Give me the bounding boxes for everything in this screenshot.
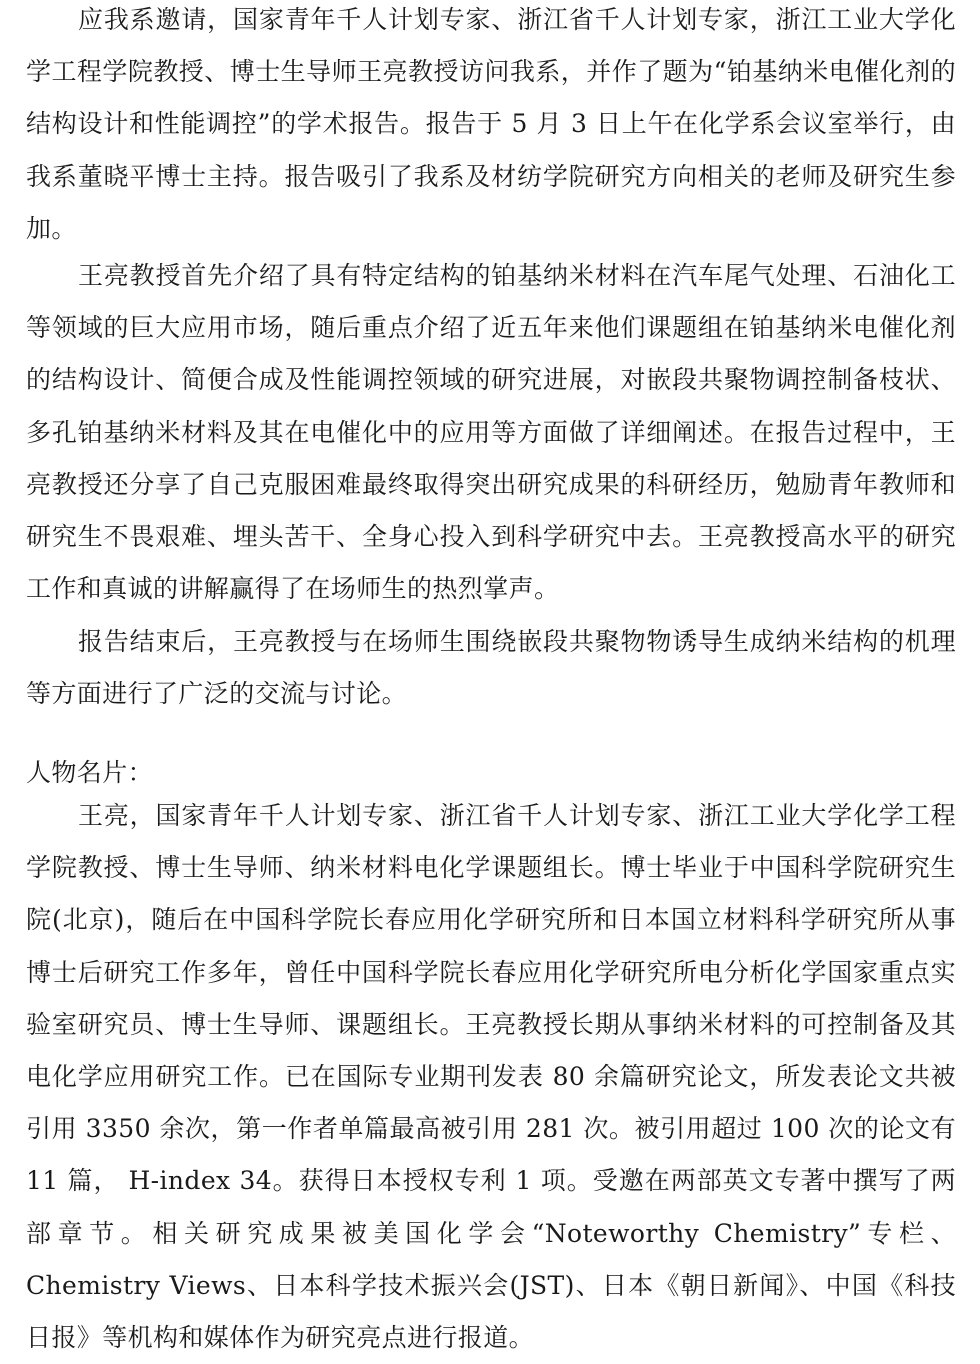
paragraph-report-content: 王亮教授首先介绍了具有特定结构的铂基纳米材料在汽车尾气处理、石油化工等领域的巨大应用市场，随后重点介绍了近五年来他们课题组在铂基纳米电催化剂的结构设计、简便合成及性能调控领域的研究进展，对嵌段共聚物调控制备枝状、多孔铂基纳米材料及其在电催化中的应用等方面做了详细阐述。在报告过程中，王亮教授还分享了自己克服困难最终取得突出研究成果的科研经历，勉励青年教师和研究生不畏艰难、埋头苦干、全身心投入到科学研究中去。王亮教授高水平的研究工作和真诚的讲解赢得了在场师生的热烈掌声。 — [26, 261, 956, 604]
paragraph-discussion: 报告结束后，王亮教授与在场师生围绕嵌段共聚物物诱导生成纳米结构的机理等方面进行了广泛的交流与讨论。 — [26, 627, 956, 709]
profile-bio: 王亮，国家青年千人计划专家、浙江省千人计划专家、浙江工业大学化学工程学院教授、博士生导师、纳米材料电化学课题组长。博士毕业于中国科学院研究生院(北京)，随后在中国科学院长春应用化学研究所和日本国立材料科学研究所从事博士后研究工作多年，曾任中国科学院长春应用化学研究所电分析化学国家重点实验室研究员、博士生导师、课题组长。王亮教授长期从事纳米材料的可控制备及其电化学应用研究工作。已在国际专业期刊发表 80 余篇研究论文，所发表论文共被引用 3350 余次，第一作者单篇最高被引用 281 次。被引用超过 100 次的论文有 11 篇， H-index 34。获得日本授权专利 1 项。受邀在两部英文专著中撰写了两部章节。相关研究成果被美国化学会“Noteworthy Chemistry”专栏、Chemistry Views、日本科学技术振兴会(JST)、日本《朝日新闻》、中国《科技日报》等机构和媒体作为研究亮点进行报道。 — [26, 801, 956, 1353]
profile-label: 人物名片： — [26, 758, 154, 787]
paragraph-invitation: 应我系邀请，国家青年千人计划专家、浙江省千人计划专家，浙江工业大学化学工程学院教授、博士生导师王亮教授访问我系，并作了题为“铂基纳米电催化剂的结构设计和性能调控”的学术报告。报告于 5 月 3 日上午在化学系会议室举行，由我系董晓平博士主持。报告吸引了我系及材纺学院研究方向相关的老师及研究生参加。 — [26, 5, 956, 243]
